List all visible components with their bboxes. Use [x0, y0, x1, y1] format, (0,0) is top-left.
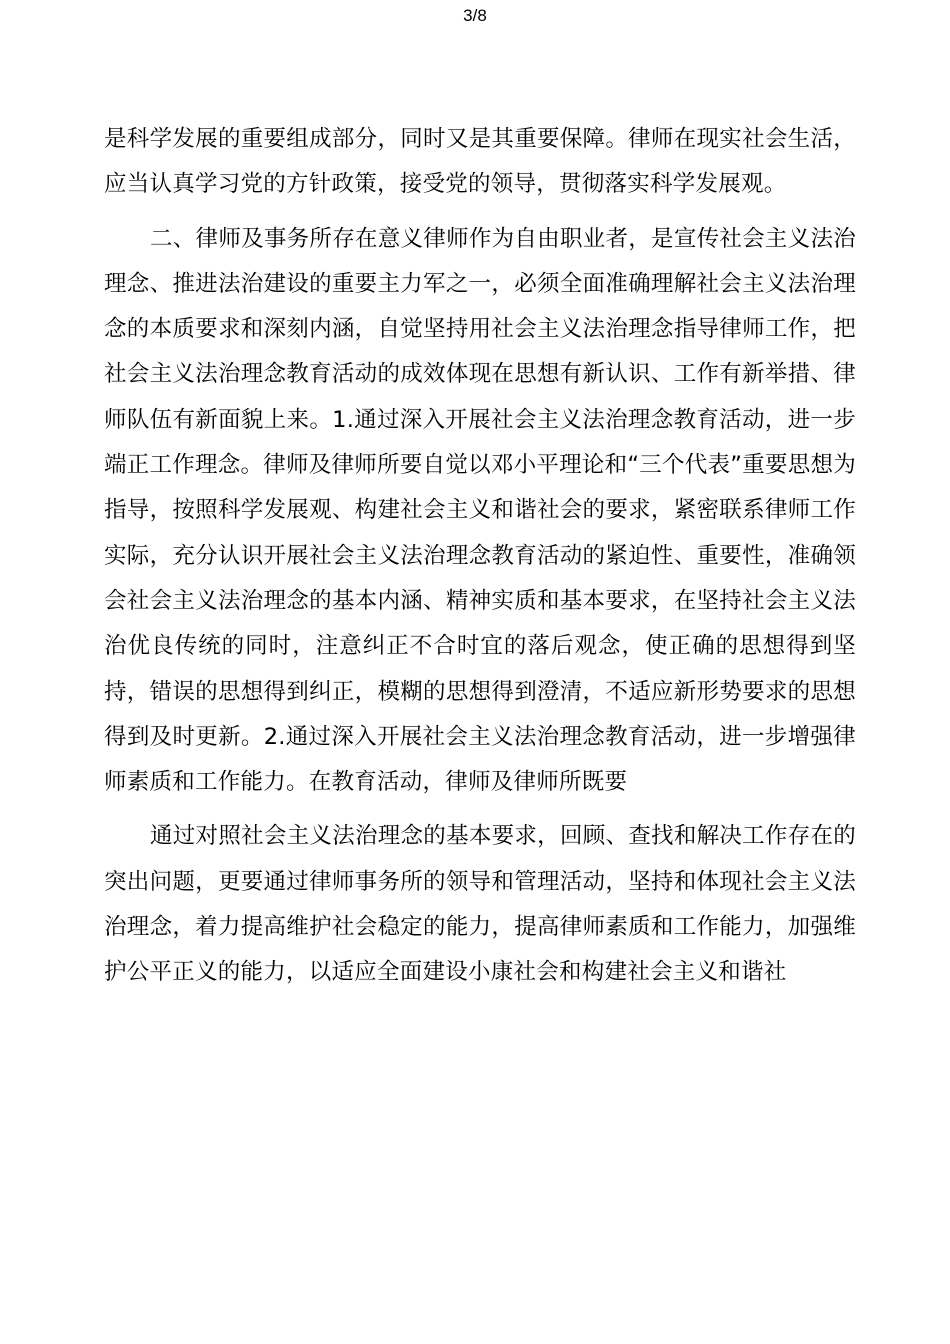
paragraph-1: 是科学发展的重要组成部分，同时又是其重要保障。律师在现实社会生活，应当认真学习党的方针政策，接受党的领导，贯彻落实科学发展观。 [104, 126, 856, 198]
document-body [104, 117, 856, 996]
paragraph-2: 二、律师及事务所存在意义律师作为自由职业者，是宣传社会主义法治理念、推进法治建设的重要主力军之一，必须全面准确理解社会主义法治理念的本质要求和深刻内涵，自觉坚持用社会主义法治理念指导律师工作，把社会主义法治理念教育活动的成效体现在思想有新认识、工作有新举措、律师队伍有新面貌上来。1.通过深入开展社会主义法治理念教育活动，进一步端正工作理念。律师及律师所要自觉以邓小平理论和“三个代表”重要思想为指导，按照科学发展观、构建社会主义和谐社会的要求，紧密联系律师工作实际，充分认识开展社会主义法治理念教育活动的紧迫性、重要性，准确领会社会主义法治理念的基本内涵、精神实质和基本要求，在坚持社会主义法治优良传统的同时，注意纠正不合时宜的落后观念，使正确的思想得到坚持，错误的思想得到纠正，模糊的思想得到澄清，不适应新形势要求的思想得到及时更新。2.通过深入开展社会主义法治理念教育活动，进一步增强律师素质和工作能力。在教育活动，律师及律师所既要 [104, 225, 856, 796]
page-number: 3/8 [463, 6, 487, 25]
paragraph-3: 通过对照社会主义法治理念的基本要求，回顾、查找和解决工作存在的突出问题，更要通过律师事务所的领导和管理活动，坚持和体现社会主义法治理念，着力提高维护社会稳定的能力，提高律师素质和工作能力，加强维护公平正义的能力，以适应全面建设小康社会和构建社会主义和谐社 [104, 823, 856, 986]
